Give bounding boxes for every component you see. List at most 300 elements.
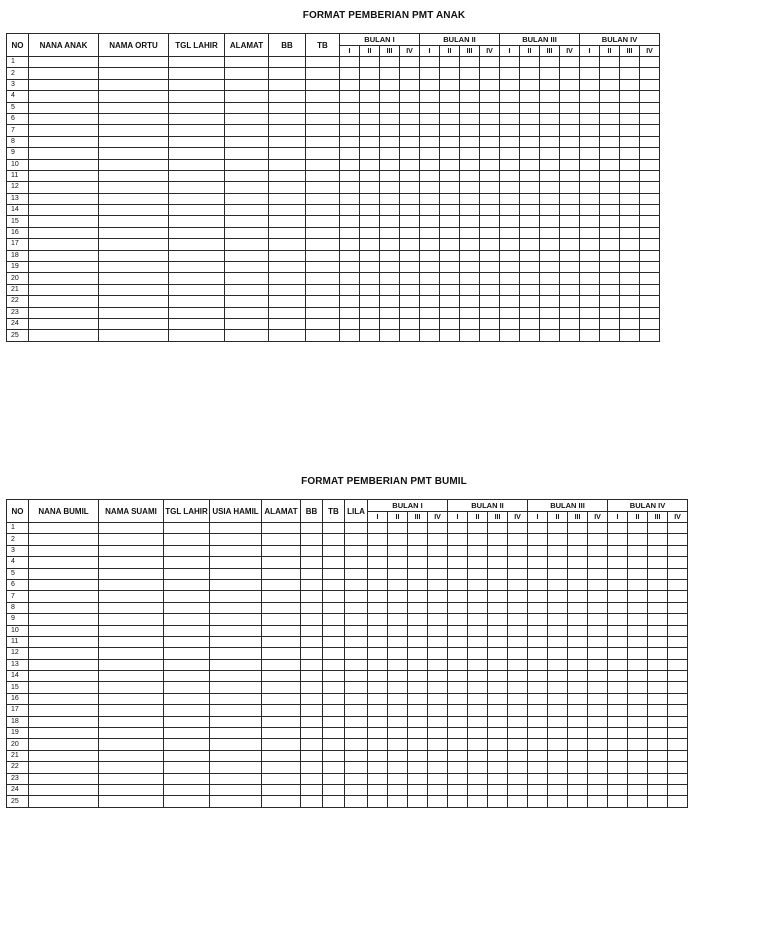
entry-cell[interactable] <box>408 682 428 693</box>
entry-cell[interactable] <box>269 216 306 227</box>
entry-cell[interactable] <box>600 182 620 193</box>
entry-cell[interactable] <box>508 693 528 704</box>
entry-cell[interactable] <box>340 273 360 284</box>
entry-cell[interactable] <box>99 728 164 739</box>
entry-cell[interactable] <box>210 750 262 761</box>
entry-cell[interactable] <box>640 91 660 102</box>
entry-cell[interactable] <box>360 273 380 284</box>
entry-cell[interactable] <box>169 262 225 273</box>
entry-cell[interactable] <box>345 545 368 556</box>
entry-cell[interactable] <box>600 68 620 79</box>
entry-cell[interactable] <box>29 79 99 90</box>
entry-cell[interactable] <box>460 79 480 90</box>
entry-cell[interactable] <box>648 591 668 602</box>
entry-cell[interactable] <box>588 625 608 636</box>
entry-cell[interactable] <box>262 534 301 545</box>
entry-cell[interactable] <box>508 773 528 784</box>
entry-cell[interactable] <box>99 296 169 307</box>
entry-cell[interactable] <box>380 68 400 79</box>
entry-cell[interactable] <box>360 148 380 159</box>
entry-cell[interactable] <box>420 170 440 181</box>
entry-cell[interactable] <box>345 796 368 807</box>
entry-cell[interactable] <box>306 57 340 68</box>
entry-cell[interactable] <box>164 784 210 795</box>
entry-cell[interactable] <box>648 682 668 693</box>
entry-cell[interactable] <box>269 148 306 159</box>
entry-cell[interactable] <box>388 784 408 795</box>
entry-cell[interactable] <box>560 193 580 204</box>
entry-cell[interactable] <box>99 136 169 147</box>
entry-cell[interactable] <box>568 625 588 636</box>
entry-cell[interactable] <box>468 762 488 773</box>
entry-cell[interactable] <box>500 284 520 295</box>
entry-cell[interactable] <box>400 91 420 102</box>
entry-cell[interactable] <box>468 784 488 795</box>
entry-cell[interactable] <box>269 296 306 307</box>
entry-cell[interactable] <box>540 307 560 318</box>
entry-cell[interactable] <box>301 716 323 727</box>
entry-cell[interactable] <box>99 784 164 795</box>
entry-cell[interactable] <box>580 318 600 329</box>
entry-cell[interactable] <box>548 739 568 750</box>
entry-cell[interactable] <box>640 148 660 159</box>
entry-cell[interactable] <box>99 193 169 204</box>
entry-cell[interactable] <box>520 91 540 102</box>
entry-cell[interactable] <box>500 170 520 181</box>
entry-cell[interactable] <box>460 91 480 102</box>
entry-cell[interactable] <box>648 568 668 579</box>
entry-cell[interactable] <box>29 193 99 204</box>
entry-cell[interactable] <box>408 614 428 625</box>
entry-cell[interactable] <box>448 762 468 773</box>
entry-cell[interactable] <box>568 796 588 807</box>
entry-cell[interactable] <box>323 716 345 727</box>
entry-cell[interactable] <box>508 591 528 602</box>
entry-cell[interactable] <box>164 716 210 727</box>
entry-cell[interactable] <box>262 648 301 659</box>
entry-cell[interactable] <box>560 216 580 227</box>
entry-cell[interactable] <box>164 568 210 579</box>
entry-cell[interactable] <box>468 568 488 579</box>
entry-cell[interactable] <box>169 79 225 90</box>
entry-cell[interactable] <box>448 648 468 659</box>
entry-cell[interactable] <box>580 102 600 113</box>
entry-cell[interactable] <box>408 648 428 659</box>
entry-cell[interactable] <box>648 784 668 795</box>
entry-cell[interactable] <box>568 545 588 556</box>
entry-cell[interactable] <box>440 79 460 90</box>
entry-cell[interactable] <box>528 523 548 534</box>
entry-cell[interactable] <box>508 614 528 625</box>
entry-cell[interactable] <box>508 534 528 545</box>
entry-cell[interactable] <box>306 170 340 181</box>
entry-cell[interactable] <box>408 579 428 590</box>
entry-cell[interactable] <box>620 91 640 102</box>
entry-cell[interactable] <box>360 239 380 250</box>
entry-cell[interactable] <box>468 591 488 602</box>
entry-cell[interactable] <box>628 796 648 807</box>
entry-cell[interactable] <box>388 557 408 568</box>
entry-cell[interactable] <box>99 579 164 590</box>
entry-cell[interactable] <box>301 693 323 704</box>
entry-cell[interactable] <box>29 716 99 727</box>
entry-cell[interactable] <box>500 91 520 102</box>
entry-cell[interactable] <box>29 125 99 136</box>
entry-cell[interactable] <box>608 784 628 795</box>
entry-cell[interactable] <box>540 91 560 102</box>
entry-cell[interactable] <box>640 57 660 68</box>
entry-cell[interactable] <box>460 227 480 238</box>
entry-cell[interactable] <box>400 318 420 329</box>
entry-cell[interactable] <box>99 170 169 181</box>
entry-cell[interactable] <box>568 671 588 682</box>
entry-cell[interactable] <box>306 307 340 318</box>
entry-cell[interactable] <box>620 205 640 216</box>
entry-cell[interactable] <box>628 591 648 602</box>
entry-cell[interactable] <box>588 762 608 773</box>
entry-cell[interactable] <box>648 728 668 739</box>
entry-cell[interactable] <box>99 159 169 170</box>
entry-cell[interactable] <box>500 57 520 68</box>
entry-cell[interactable] <box>628 716 648 727</box>
entry-cell[interactable] <box>548 648 568 659</box>
entry-cell[interactable] <box>488 693 508 704</box>
entry-cell[interactable] <box>340 148 360 159</box>
entry-cell[interactable] <box>400 113 420 124</box>
entry-cell[interactable] <box>540 102 560 113</box>
entry-cell[interactable] <box>428 671 448 682</box>
entry-cell[interactable] <box>500 148 520 159</box>
entry-cell[interactable] <box>99 148 169 159</box>
entry-cell[interactable] <box>301 671 323 682</box>
entry-cell[interactable] <box>508 716 528 727</box>
entry-cell[interactable] <box>164 614 210 625</box>
entry-cell[interactable] <box>648 648 668 659</box>
entry-cell[interactable] <box>508 750 528 761</box>
entry-cell[interactable] <box>360 318 380 329</box>
entry-cell[interactable] <box>420 79 440 90</box>
entry-cell[interactable] <box>500 113 520 124</box>
entry-cell[interactable] <box>210 773 262 784</box>
entry-cell[interactable] <box>628 739 648 750</box>
entry-cell[interactable] <box>608 693 628 704</box>
entry-cell[interactable] <box>588 602 608 613</box>
entry-cell[interactable] <box>420 262 440 273</box>
entry-cell[interactable] <box>440 170 460 181</box>
entry-cell[interactable] <box>500 136 520 147</box>
entry-cell[interactable] <box>520 227 540 238</box>
entry-cell[interactable] <box>448 682 468 693</box>
entry-cell[interactable] <box>540 182 560 193</box>
entry-cell[interactable] <box>420 216 440 227</box>
entry-cell[interactable] <box>164 750 210 761</box>
entry-cell[interactable] <box>548 716 568 727</box>
entry-cell[interactable] <box>380 227 400 238</box>
entry-cell[interactable] <box>388 693 408 704</box>
entry-cell[interactable] <box>368 682 388 693</box>
entry-cell[interactable] <box>380 250 400 261</box>
entry-cell[interactable] <box>388 671 408 682</box>
entry-cell[interactable] <box>520 57 540 68</box>
entry-cell[interactable] <box>548 784 568 795</box>
entry-cell[interactable] <box>508 648 528 659</box>
entry-cell[interactable] <box>480 250 500 261</box>
entry-cell[interactable] <box>640 330 660 341</box>
entry-cell[interactable] <box>668 682 688 693</box>
entry-cell[interactable] <box>440 284 460 295</box>
entry-cell[interactable] <box>588 648 608 659</box>
entry-cell[interactable] <box>600 296 620 307</box>
entry-cell[interactable] <box>440 136 460 147</box>
entry-cell[interactable] <box>428 614 448 625</box>
entry-cell[interactable] <box>345 614 368 625</box>
entry-cell[interactable] <box>620 307 640 318</box>
entry-cell[interactable] <box>668 625 688 636</box>
entry-cell[interactable] <box>368 728 388 739</box>
entry-cell[interactable] <box>600 330 620 341</box>
entry-cell[interactable] <box>500 250 520 261</box>
entry-cell[interactable] <box>400 79 420 90</box>
entry-cell[interactable] <box>540 239 560 250</box>
entry-cell[interactable] <box>225 296 269 307</box>
entry-cell[interactable] <box>640 216 660 227</box>
entry-cell[interactable] <box>408 671 428 682</box>
entry-cell[interactable] <box>360 250 380 261</box>
entry-cell[interactable] <box>408 796 428 807</box>
entry-cell[interactable] <box>345 739 368 750</box>
entry-cell[interactable] <box>468 625 488 636</box>
entry-cell[interactable] <box>210 671 262 682</box>
entry-cell[interactable] <box>648 579 668 590</box>
entry-cell[interactable] <box>306 102 340 113</box>
entry-cell[interactable] <box>460 284 480 295</box>
entry-cell[interactable] <box>528 636 548 647</box>
entry-cell[interactable] <box>640 318 660 329</box>
entry-cell[interactable] <box>345 636 368 647</box>
entry-cell[interactable] <box>488 671 508 682</box>
entry-cell[interactable] <box>428 796 448 807</box>
entry-cell[interactable] <box>210 693 262 704</box>
entry-cell[interactable] <box>169 113 225 124</box>
entry-cell[interactable] <box>99 557 164 568</box>
entry-cell[interactable] <box>668 602 688 613</box>
entry-cell[interactable] <box>428 579 448 590</box>
entry-cell[interactable] <box>420 113 440 124</box>
entry-cell[interactable] <box>368 545 388 556</box>
entry-cell[interactable] <box>568 739 588 750</box>
entry-cell[interactable] <box>99 636 164 647</box>
entry-cell[interactable] <box>588 545 608 556</box>
entry-cell[interactable] <box>488 728 508 739</box>
entry-cell[interactable] <box>568 579 588 590</box>
entry-cell[interactable] <box>345 534 368 545</box>
entry-cell[interactable] <box>269 227 306 238</box>
entry-cell[interactable] <box>488 659 508 670</box>
entry-cell[interactable] <box>600 307 620 318</box>
entry-cell[interactable] <box>29 113 99 124</box>
entry-cell[interactable] <box>480 307 500 318</box>
entry-cell[interactable] <box>269 125 306 136</box>
entry-cell[interactable] <box>29 284 99 295</box>
entry-cell[interactable] <box>640 205 660 216</box>
entry-cell[interactable] <box>488 716 508 727</box>
entry-cell[interactable] <box>620 193 640 204</box>
entry-cell[interactable] <box>528 659 548 670</box>
entry-cell[interactable] <box>368 659 388 670</box>
entry-cell[interactable] <box>628 773 648 784</box>
entry-cell[interactable] <box>388 728 408 739</box>
entry-cell[interactable] <box>164 557 210 568</box>
entry-cell[interactable] <box>380 205 400 216</box>
entry-cell[interactable] <box>225 91 269 102</box>
entry-cell[interactable] <box>340 216 360 227</box>
entry-cell[interactable] <box>528 579 548 590</box>
entry-cell[interactable] <box>580 205 600 216</box>
entry-cell[interactable] <box>568 614 588 625</box>
entry-cell[interactable] <box>301 796 323 807</box>
entry-cell[interactable] <box>400 284 420 295</box>
entry-cell[interactable] <box>29 307 99 318</box>
entry-cell[interactable] <box>480 296 500 307</box>
entry-cell[interactable] <box>608 682 628 693</box>
entry-cell[interactable] <box>628 579 648 590</box>
entry-cell[interactable] <box>620 216 640 227</box>
entry-cell[interactable] <box>360 159 380 170</box>
entry-cell[interactable] <box>588 591 608 602</box>
entry-cell[interactable] <box>210 579 262 590</box>
entry-cell[interactable] <box>210 648 262 659</box>
entry-cell[interactable] <box>508 636 528 647</box>
entry-cell[interactable] <box>508 705 528 716</box>
entry-cell[interactable] <box>528 762 548 773</box>
entry-cell[interactable] <box>508 659 528 670</box>
entry-cell[interactable] <box>628 693 648 704</box>
entry-cell[interactable] <box>588 750 608 761</box>
entry-cell[interactable] <box>306 148 340 159</box>
entry-cell[interactable] <box>448 534 468 545</box>
entry-cell[interactable] <box>528 545 548 556</box>
entry-cell[interactable] <box>262 591 301 602</box>
entry-cell[interactable] <box>323 739 345 750</box>
entry-cell[interactable] <box>528 773 548 784</box>
entry-cell[interactable] <box>608 671 628 682</box>
entry-cell[interactable] <box>262 705 301 716</box>
entry-cell[interactable] <box>380 330 400 341</box>
entry-cell[interactable] <box>668 614 688 625</box>
entry-cell[interactable] <box>99 739 164 750</box>
entry-cell[interactable] <box>29 330 99 341</box>
entry-cell[interactable] <box>169 284 225 295</box>
entry-cell[interactable] <box>520 113 540 124</box>
entry-cell[interactable] <box>508 796 528 807</box>
entry-cell[interactable] <box>225 148 269 159</box>
entry-cell[interactable] <box>548 614 568 625</box>
entry-cell[interactable] <box>620 296 640 307</box>
entry-cell[interactable] <box>169 193 225 204</box>
entry-cell[interactable] <box>528 784 548 795</box>
entry-cell[interactable] <box>408 750 428 761</box>
entry-cell[interactable] <box>99 318 169 329</box>
entry-cell[interactable] <box>488 591 508 602</box>
entry-cell[interactable] <box>29 148 99 159</box>
entry-cell[interactable] <box>301 659 323 670</box>
entry-cell[interactable] <box>269 205 306 216</box>
entry-cell[interactable] <box>520 284 540 295</box>
entry-cell[interactable] <box>408 523 428 534</box>
entry-cell[interactable] <box>29 648 99 659</box>
entry-cell[interactable] <box>560 262 580 273</box>
entry-cell[interactable] <box>500 330 520 341</box>
entry-cell[interactable] <box>99 693 164 704</box>
entry-cell[interactable] <box>480 102 500 113</box>
entry-cell[interactable] <box>225 307 269 318</box>
entry-cell[interactable] <box>580 57 600 68</box>
entry-cell[interactable] <box>648 545 668 556</box>
entry-cell[interactable] <box>164 636 210 647</box>
entry-cell[interactable] <box>210 762 262 773</box>
entry-cell[interactable] <box>440 125 460 136</box>
entry-cell[interactable] <box>588 682 608 693</box>
entry-cell[interactable] <box>428 557 448 568</box>
entry-cell[interactable] <box>460 262 480 273</box>
entry-cell[interactable] <box>648 693 668 704</box>
entry-cell[interactable] <box>668 579 688 590</box>
entry-cell[interactable] <box>360 307 380 318</box>
entry-cell[interactable] <box>468 534 488 545</box>
entry-cell[interactable] <box>440 307 460 318</box>
entry-cell[interactable] <box>460 102 480 113</box>
entry-cell[interactable] <box>388 750 408 761</box>
entry-cell[interactable] <box>648 739 668 750</box>
entry-cell[interactable] <box>668 796 688 807</box>
entry-cell[interactable] <box>648 671 668 682</box>
entry-cell[interactable] <box>668 568 688 579</box>
entry-cell[interactable] <box>528 705 548 716</box>
entry-cell[interactable] <box>99 284 169 295</box>
entry-cell[interactable] <box>388 636 408 647</box>
entry-cell[interactable] <box>306 193 340 204</box>
entry-cell[interactable] <box>262 796 301 807</box>
entry-cell[interactable] <box>460 296 480 307</box>
entry-cell[interactable] <box>568 636 588 647</box>
entry-cell[interactable] <box>420 57 440 68</box>
entry-cell[interactable] <box>480 125 500 136</box>
entry-cell[interactable] <box>269 136 306 147</box>
entry-cell[interactable] <box>99 602 164 613</box>
entry-cell[interactable] <box>428 682 448 693</box>
entry-cell[interactable] <box>29 705 99 716</box>
entry-cell[interactable] <box>540 170 560 181</box>
entry-cell[interactable] <box>400 250 420 261</box>
entry-cell[interactable] <box>528 671 548 682</box>
entry-cell[interactable] <box>340 296 360 307</box>
entry-cell[interactable] <box>540 250 560 261</box>
entry-cell[interactable] <box>500 182 520 193</box>
entry-cell[interactable] <box>99 125 169 136</box>
entry-cell[interactable] <box>640 227 660 238</box>
entry-cell[interactable] <box>388 614 408 625</box>
entry-cell[interactable] <box>620 113 640 124</box>
entry-cell[interactable] <box>368 557 388 568</box>
entry-cell[interactable] <box>480 193 500 204</box>
entry-cell[interactable] <box>548 671 568 682</box>
entry-cell[interactable] <box>269 182 306 193</box>
entry-cell[interactable] <box>560 136 580 147</box>
entry-cell[interactable] <box>600 79 620 90</box>
entry-cell[interactable] <box>620 79 640 90</box>
entry-cell[interactable] <box>210 716 262 727</box>
entry-cell[interactable] <box>528 750 548 761</box>
